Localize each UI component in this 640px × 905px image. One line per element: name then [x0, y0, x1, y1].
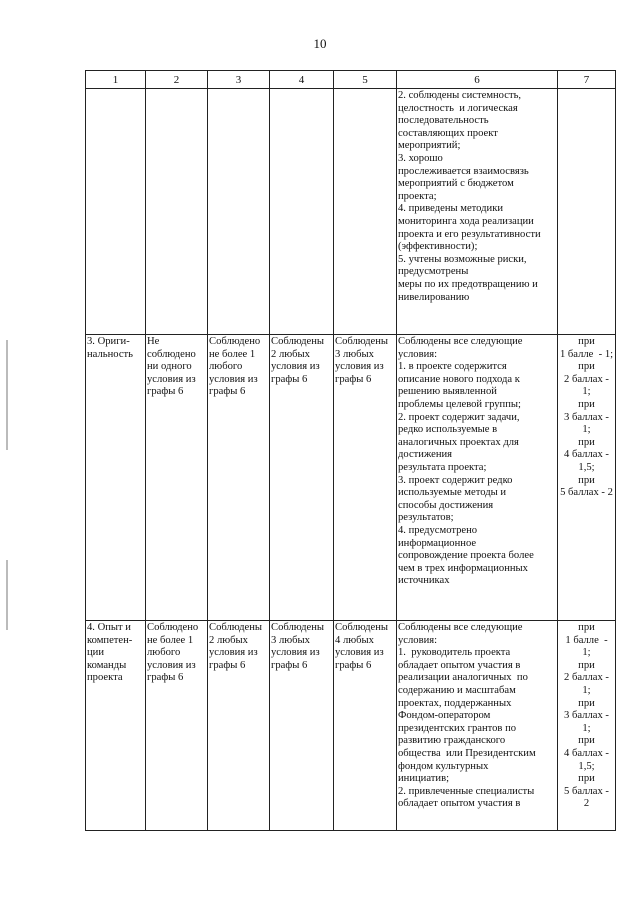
cell-line: 5. учтены возможные риски,: [398, 253, 527, 265]
header-cell: 2: [146, 71, 208, 89]
cell-line: 2 баллах -: [564, 373, 609, 385]
cell-line: 2. привлеченные специалисты: [398, 785, 535, 797]
cell-line: графы 6: [209, 386, 246, 398]
cell-line: 1;: [582, 386, 591, 398]
cell-line: чем в трех информационных: [398, 562, 528, 574]
cell-line: общества или Президентским: [398, 747, 536, 759]
cell-line: 1;: [582, 684, 591, 696]
cell-line: Не: [147, 336, 160, 347]
cell-line: при: [578, 735, 595, 747]
cell-line: соблюдено: [147, 348, 196, 360]
cell-line: инициатив;: [398, 773, 450, 785]
cell-line: развитию гражданского: [398, 735, 506, 747]
cell-line: 1. в проекте содержится: [398, 361, 507, 373]
score-2-cell: [270, 335, 334, 621]
cell-line: условия:: [398, 348, 438, 360]
scan-margin-mark: [6, 340, 8, 450]
cell-line: информационное: [398, 537, 477, 549]
cell-line: Соблюдены: [271, 336, 325, 347]
cell-line: описание нового подхода к: [398, 373, 520, 385]
score-2-cell: [270, 621, 334, 831]
empty-cell: [558, 89, 616, 335]
cell-line: 5 баллах -: [564, 785, 609, 797]
cell-line: редко используемые в: [398, 424, 498, 436]
cell-line: Соблюдено: [147, 622, 199, 633]
cell-line: ции: [87, 647, 105, 659]
cell-line: 1 балле -: [565, 634, 608, 646]
criterion-cell: [86, 335, 146, 621]
cell-line: 2 баллах -: [564, 672, 609, 684]
cell-line: проекта;: [398, 190, 437, 202]
cell-line: при: [578, 361, 595, 373]
cell-line: целостность и логическая: [398, 102, 518, 114]
cell-line: 4 любых: [335, 634, 374, 646]
cell-line: 2: [583, 798, 590, 810]
cell-line: 1,5;: [578, 760, 595, 772]
cell-line: при: [578, 398, 595, 410]
cell-line: графы 6: [335, 659, 372, 671]
cell-line: нивелированию: [398, 291, 470, 303]
empty-cell: [86, 89, 146, 335]
criteria-table: [85, 70, 616, 831]
cell-line: аналогичных проектах для: [398, 436, 519, 448]
cell-line: 1,5;: [578, 461, 595, 473]
score-1-cell: [208, 621, 270, 831]
cell-line: 4. предусмотрено: [398, 524, 478, 536]
cell-line: графы 6: [271, 659, 308, 671]
score-3-cell: [334, 621, 397, 831]
table-row-team-experience: [86, 621, 616, 831]
cell-line: условия из: [335, 647, 384, 659]
cell-line: нальность: [87, 348, 133, 360]
cell-line: проектах, поддержанных: [398, 697, 512, 709]
cell-line: Соблюдено: [209, 336, 261, 347]
cell-line: сопровождение проекта более: [398, 550, 534, 562]
header-cell: 3: [208, 71, 270, 89]
header-cell: 4: [270, 71, 334, 89]
cell-line: достижения: [398, 449, 453, 461]
cell-line: 3. Ориги-: [87, 336, 130, 347]
cell-line: последовательность: [398, 115, 489, 127]
cell-line: условия из: [335, 361, 384, 373]
header-cell: 6: [397, 71, 558, 89]
cell-line: графы 6: [147, 672, 184, 684]
score-1-cell: [208, 335, 270, 621]
cell-line: фондом культурных: [398, 760, 489, 772]
cell-line: условия:: [398, 634, 438, 646]
cell-line: 4. Опыт и: [87, 622, 131, 633]
cell-line: Соблюдены: [209, 622, 263, 633]
cell-line: источниках: [398, 575, 450, 587]
cell-line: 3 баллах -: [564, 710, 609, 722]
coefficient-cell: [558, 335, 616, 621]
cell-line: используемые методы и: [398, 487, 507, 499]
cell-line: графы 6: [335, 373, 372, 385]
cell-line: результатов;: [398, 512, 454, 524]
cell-line: условия из: [147, 659, 196, 671]
cell-line: Соблюдены все следующие: [398, 336, 523, 347]
cell-line: проекта: [87, 672, 123, 684]
cell-line: мониторинга хода реализации: [398, 215, 534, 227]
cell-line: Соблюдены: [335, 622, 389, 633]
header-cell: 7: [558, 71, 616, 89]
cell-line: условия из: [209, 647, 258, 659]
cell-line: меры по их предотвращению и: [398, 278, 538, 290]
cell-line: решению выявленной: [398, 386, 497, 398]
coefficient-cell: [558, 621, 616, 831]
cell-line: (эффективности);: [398, 241, 478, 253]
header-cell: 1: [86, 71, 146, 89]
cell-line: 5 баллах - 2: [560, 487, 613, 499]
cell-line: 4 баллах -: [564, 747, 609, 759]
cell-line: компетен-: [87, 634, 133, 646]
conditions-cell: [397, 621, 558, 831]
page-number: 10: [313, 36, 327, 51]
cell-line: не более 1: [209, 348, 256, 360]
cell-line: способы достижения: [398, 499, 494, 511]
cell-line: обладает опытом участия в: [398, 659, 521, 671]
header-cell: 5: [334, 71, 397, 89]
cell-line: 3 любых: [335, 348, 374, 360]
cell-line: команды: [87, 659, 127, 671]
score-0-cell: [146, 335, 208, 621]
cell-line: 2 любых: [271, 348, 310, 360]
cell-line: при: [578, 659, 595, 671]
score-0-cell: [146, 621, 208, 831]
cell-line: предусмотрены: [398, 266, 469, 278]
cell-line: при: [578, 697, 595, 709]
empty-cell: [270, 89, 334, 335]
cell-line: Соблюдены: [271, 622, 325, 633]
cell-line: президентских грантов по: [398, 722, 517, 734]
cell-line: 1;: [582, 424, 591, 436]
cell-line: при: [578, 622, 595, 633]
cell-line: условия из: [271, 361, 320, 373]
cell-line: при: [578, 336, 595, 347]
cell-line: составляющих проект: [398, 127, 498, 139]
cell-line: не более 1: [147, 634, 194, 646]
cell-line: 3. хорошо: [398, 152, 443, 164]
cell-line: условия из: [271, 647, 320, 659]
empty-cell: [208, 89, 270, 335]
conditions-cell: [397, 89, 558, 335]
empty-cell: [334, 89, 397, 335]
cell-line: при: [578, 474, 595, 486]
cell-line: графы 6: [209, 659, 246, 671]
table-row-originality: [86, 335, 616, 621]
cell-line: результата проекта;: [398, 461, 487, 473]
cell-line: мероприятий;: [398, 140, 461, 152]
cell-line: Соблюдены все следующие: [398, 622, 523, 633]
cell-line: 4. приведены методики: [398, 203, 504, 215]
cell-line: 1 балле - 1;: [559, 348, 614, 360]
cell-line: графы 6: [271, 373, 308, 385]
cell-line: любого: [209, 361, 243, 373]
cell-line: 3. проект содержит редко: [398, 474, 513, 486]
conditions-cell: [397, 335, 558, 621]
cell-line: при: [578, 773, 595, 785]
cell-line: 2 любых: [209, 634, 248, 646]
cell-line: при: [578, 436, 595, 448]
cell-line: условия из: [147, 373, 196, 385]
continuation-row: [86, 89, 616, 335]
cell-line: 2. соблюдены системность,: [398, 90, 522, 101]
header-row: [86, 71, 616, 89]
cell-line: Соблюдены: [335, 336, 389, 347]
cell-line: 2. проект содержит задачи,: [398, 411, 520, 423]
cell-line: 3 любых: [271, 634, 310, 646]
cell-line: 1;: [582, 647, 591, 659]
empty-cell: [146, 89, 208, 335]
cell-line: Фондом-оператором: [398, 710, 491, 722]
cell-line: 3 баллах -: [564, 411, 609, 423]
cell-line: обладает опытом участия в: [398, 798, 521, 810]
cell-line: реализации аналогичных по: [398, 672, 528, 684]
cell-line: проекта и его результативности: [398, 228, 541, 240]
cell-line: проблемы целевой группы;: [398, 398, 521, 410]
cell-line: ни одного: [147, 361, 192, 373]
cell-line: содержанию и масштабам: [398, 684, 516, 696]
cell-line: мероприятий с бюджетом: [398, 178, 514, 190]
cell-line: 4 баллах -: [564, 449, 609, 461]
cell-line: 1. руководитель проекта: [398, 647, 511, 659]
cell-line: прослеживается взаимосвязь: [398, 165, 529, 177]
scan-margin-mark: [6, 560, 8, 630]
score-3-cell: [334, 335, 397, 621]
cell-line: любого: [147, 647, 181, 659]
criterion-cell: [86, 621, 146, 831]
cell-line: графы 6: [147, 386, 184, 398]
cell-line: условия из: [209, 373, 258, 385]
cell-line: 1;: [582, 722, 591, 734]
